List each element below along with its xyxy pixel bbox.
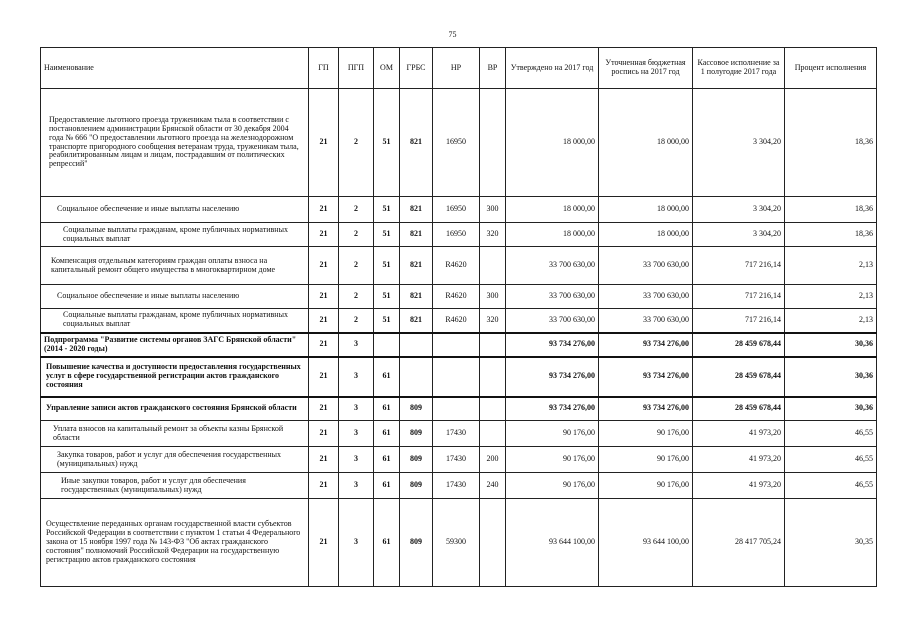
cell-gp: 21 bbox=[309, 333, 339, 357]
table-row bbox=[41, 247, 877, 285]
cell-nr: R4620 bbox=[433, 309, 480, 333]
cell-gp: 21 bbox=[309, 447, 339, 473]
cell-percent: 2,13 bbox=[785, 247, 877, 285]
cell-nr: 16950 bbox=[433, 89, 480, 197]
cell-approved: 90 176,00 bbox=[506, 421, 599, 447]
cell-nr bbox=[433, 397, 480, 421]
cell-percent: 30,36 bbox=[785, 357, 877, 397]
cell-grbs: 809 bbox=[400, 421, 433, 447]
cell-specified: 18 000,00 bbox=[599, 89, 693, 197]
cell-nr: 17430 bbox=[433, 447, 480, 473]
cell-vr: 320 bbox=[480, 223, 506, 247]
cell-specified: 93 734 276,00 bbox=[599, 333, 693, 357]
table-row bbox=[41, 223, 877, 247]
col-header-approved: Утверждено на 2017 год bbox=[506, 48, 599, 89]
cell-specified: 90 176,00 bbox=[599, 447, 693, 473]
cell-nr: 16950 bbox=[433, 197, 480, 223]
cell-cash: 28 459 678,44 bbox=[693, 333, 785, 357]
cell-grbs: 821 bbox=[400, 89, 433, 197]
cell-pgp: 2 bbox=[339, 223, 374, 247]
cell-pgp: 2 bbox=[339, 285, 374, 309]
header-row bbox=[41, 48, 877, 89]
cell-pgp: 2 bbox=[339, 247, 374, 285]
cell-specified: 90 176,00 bbox=[599, 421, 693, 447]
cell-pgp: 3 bbox=[339, 397, 374, 421]
cell-nr bbox=[433, 357, 480, 397]
cell-cash: 41 973,20 bbox=[693, 473, 785, 499]
cell-specified: 93 644 100,00 bbox=[599, 499, 693, 587]
cell-gp: 21 bbox=[309, 223, 339, 247]
cell-pgp: 3 bbox=[339, 357, 374, 397]
cell-approved: 18 000,00 bbox=[506, 89, 599, 197]
cell-grbs bbox=[400, 357, 433, 397]
cell-specified: 18 000,00 bbox=[599, 223, 693, 247]
row-name: Компенсация отдельным категориям граждан оплаты взноса на капитальный ремонт общего имущества в многоквартирном доме bbox=[41, 247, 309, 285]
cell-vr bbox=[480, 333, 506, 357]
cell-nr: 17430 bbox=[433, 473, 480, 499]
table-row-main-event bbox=[41, 357, 877, 397]
row-name: Предоставление льготного проезда труженикам тыла в соответствии с постановлением администрации Брянской области от 30 декабря 2004 года № 666 "О предоставлении льготного проезда на железнодорожном транспорте пригородного сообщения ветеранам труда, труженикам тыла, реабилитированным лицам и лицам, пострадавшим от политических репрессий" bbox=[41, 89, 309, 197]
cell-grbs: 809 bbox=[400, 499, 433, 587]
cell-gp: 21 bbox=[309, 309, 339, 333]
cell-approved: 93 734 276,00 bbox=[506, 357, 599, 397]
cell-nr: 17430 bbox=[433, 421, 480, 447]
cell-percent: 18,36 bbox=[785, 197, 877, 223]
cell-vr: 200 bbox=[480, 447, 506, 473]
cell-cash: 28 417 705,24 bbox=[693, 499, 785, 587]
row-name: Повышение качества и доступности предоставления государственных услуг в сфере государственной регистрации актов гражданского состояния bbox=[41, 357, 309, 397]
cell-vr: 300 bbox=[480, 285, 506, 309]
cell-approved: 33 700 630,00 bbox=[506, 247, 599, 285]
table-row bbox=[41, 89, 877, 197]
cell-percent: 2,13 bbox=[785, 285, 877, 309]
cell-pgp: 3 bbox=[339, 473, 374, 499]
cell-vr bbox=[480, 357, 506, 397]
table-row bbox=[41, 309, 877, 333]
table-row-subprogram bbox=[41, 333, 877, 357]
cell-nr bbox=[433, 333, 480, 357]
cell-approved: 90 176,00 bbox=[506, 473, 599, 499]
cell-percent: 46,55 bbox=[785, 473, 877, 499]
cell-vr: 320 bbox=[480, 309, 506, 333]
cell-pgp: 2 bbox=[339, 309, 374, 333]
cell-cash: 3 304,20 bbox=[693, 223, 785, 247]
cell-grbs: 809 bbox=[400, 473, 433, 499]
cell-cash: 28 459 678,44 bbox=[693, 397, 785, 421]
cell-pgp: 3 bbox=[339, 447, 374, 473]
table-row bbox=[41, 421, 877, 447]
cell-nr: 59300 bbox=[433, 499, 480, 587]
cell-vr bbox=[480, 397, 506, 421]
cell-vr: 240 bbox=[480, 473, 506, 499]
cell-approved: 93 644 100,00 bbox=[506, 499, 599, 587]
cell-cash: 717 216,14 bbox=[693, 247, 785, 285]
cell-specified: 33 700 630,00 bbox=[599, 247, 693, 285]
cell-pgp: 3 bbox=[339, 421, 374, 447]
cell-approved: 93 734 276,00 bbox=[506, 397, 599, 421]
cell-percent: 18,36 bbox=[785, 89, 877, 197]
cell-vr bbox=[480, 421, 506, 447]
cell-om: 51 bbox=[374, 309, 400, 333]
cell-gp: 21 bbox=[309, 473, 339, 499]
cell-om: 61 bbox=[374, 421, 400, 447]
cell-cash: 3 304,20 bbox=[693, 89, 785, 197]
cell-cash: 717 216,14 bbox=[693, 285, 785, 309]
col-header-vr: ВР bbox=[480, 48, 506, 89]
row-name: Социальные выплаты гражданам, кроме публичных нормативных социальных выплат bbox=[41, 309, 309, 333]
cell-approved: 18 000,00 bbox=[506, 223, 599, 247]
row-name: Социальные выплаты гражданам, кроме публичных нормативных социальных выплат bbox=[41, 223, 309, 247]
table-row bbox=[41, 447, 877, 473]
row-name: Социальное обеспечение и иные выплаты населению bbox=[41, 285, 309, 309]
cell-cash: 41 973,20 bbox=[693, 421, 785, 447]
cell-nr: R4620 bbox=[433, 247, 480, 285]
col-header-pgp: ПГП bbox=[339, 48, 374, 89]
col-header-cash: Кассовое исполнение за 1 полугодие 2017 года bbox=[693, 48, 785, 89]
cell-om: 51 bbox=[374, 223, 400, 247]
cell-vr: 300 bbox=[480, 197, 506, 223]
page-number: 75 bbox=[448, 30, 457, 39]
cell-specified: 33 700 630,00 bbox=[599, 285, 693, 309]
cell-gp: 21 bbox=[309, 285, 339, 309]
cell-om: 61 bbox=[374, 447, 400, 473]
cell-approved: 93 734 276,00 bbox=[506, 333, 599, 357]
cell-vr bbox=[480, 499, 506, 587]
cell-pgp: 3 bbox=[339, 499, 374, 587]
col-header-grbs: ГРБС bbox=[400, 48, 433, 89]
cell-gp: 21 bbox=[309, 421, 339, 447]
cell-om: 61 bbox=[374, 473, 400, 499]
col-header-percent: Процент исполнения bbox=[785, 48, 877, 89]
cell-grbs: 821 bbox=[400, 309, 433, 333]
cell-grbs: 821 bbox=[400, 197, 433, 223]
col-header-nr: НР bbox=[433, 48, 480, 89]
cell-nr: R4620 bbox=[433, 285, 480, 309]
cell-specified: 93 734 276,00 bbox=[599, 397, 693, 421]
cell-cash: 41 973,20 bbox=[693, 447, 785, 473]
cell-grbs: 821 bbox=[400, 247, 433, 285]
cell-pgp: 3 bbox=[339, 333, 374, 357]
cell-om: 51 bbox=[374, 197, 400, 223]
cell-om: 51 bbox=[374, 247, 400, 285]
cell-percent: 46,55 bbox=[785, 447, 877, 473]
cell-percent: 2,13 bbox=[785, 309, 877, 333]
row-name: Социальное обеспечение и иные выплаты населению bbox=[41, 197, 309, 223]
cell-specified: 18 000,00 bbox=[599, 197, 693, 223]
cell-gp: 21 bbox=[309, 197, 339, 223]
table-row bbox=[41, 499, 877, 587]
row-name: Уплата взносов на капитальный ремонт за объекты казны Брянской области bbox=[41, 421, 309, 447]
table-row bbox=[41, 473, 877, 499]
cell-grbs: 809 bbox=[400, 447, 433, 473]
cell-percent: 30,36 bbox=[785, 333, 877, 357]
cell-grbs: 809 bbox=[400, 397, 433, 421]
cell-cash: 717 216,14 bbox=[693, 309, 785, 333]
cell-om: 61 bbox=[374, 397, 400, 421]
col-header-specified: Уточненная бюджетная роспись на 2017 год bbox=[599, 48, 693, 89]
cell-percent: 30,35 bbox=[785, 499, 877, 587]
cell-om: 61 bbox=[374, 357, 400, 397]
cell-approved: 90 176,00 bbox=[506, 447, 599, 473]
table-row-department bbox=[41, 397, 877, 421]
row-name: Осуществление переданных органам государственной власти субъектов Российской Федерации в соответствии с пунктом 1 статьи 4 Федерального закона от 15 ноября 1997 года № 143-ФЗ "Об актах гражданского состояния" полномочий Российской Федерации на государственную регистрацию актов гражданского состояния bbox=[41, 499, 309, 587]
cell-gp: 21 bbox=[309, 397, 339, 421]
col-header-om: ОМ bbox=[374, 48, 400, 89]
cell-om: 51 bbox=[374, 285, 400, 309]
cell-gp: 21 bbox=[309, 499, 339, 587]
cell-gp: 21 bbox=[309, 247, 339, 285]
cell-grbs: 821 bbox=[400, 223, 433, 247]
row-name: Иные закупки товаров, работ и услуг для обеспечения государственных (муниципальных) нужд bbox=[41, 473, 309, 499]
cell-pgp: 2 bbox=[339, 197, 374, 223]
cell-om bbox=[374, 333, 400, 357]
cell-grbs bbox=[400, 333, 433, 357]
cell-percent: 30,36 bbox=[785, 397, 877, 421]
cell-approved: 33 700 630,00 bbox=[506, 309, 599, 333]
cell-percent: 18,36 bbox=[785, 223, 877, 247]
col-header-name: Наименование bbox=[41, 48, 309, 89]
table-row bbox=[41, 197, 877, 223]
cell-vr bbox=[480, 247, 506, 285]
cell-specified: 90 176,00 bbox=[599, 473, 693, 499]
cell-approved: 33 700 630,00 bbox=[506, 285, 599, 309]
cell-percent: 46,55 bbox=[785, 421, 877, 447]
cell-gp: 21 bbox=[309, 89, 339, 197]
cell-nr: 16950 bbox=[433, 223, 480, 247]
cell-cash: 28 459 678,44 bbox=[693, 357, 785, 397]
cell-approved: 18 000,00 bbox=[506, 197, 599, 223]
cell-om: 61 bbox=[374, 499, 400, 587]
col-header-gp: ГП bbox=[309, 48, 339, 89]
row-name: Подпрограмма "Развитие системы органов ЗАГС Брянской области" (2014 - 2020 годы) bbox=[41, 333, 309, 357]
row-name: Закупка товаров, работ и услуг для обеспечения государственных (муниципальных) нужд bbox=[41, 447, 309, 473]
cell-specified: 33 700 630,00 bbox=[599, 309, 693, 333]
cell-gp: 21 bbox=[309, 357, 339, 397]
cell-pgp: 2 bbox=[339, 89, 374, 197]
cell-specified: 93 734 276,00 bbox=[599, 357, 693, 397]
row-name: Управление записи актов гражданского состояния Брянской области bbox=[41, 397, 309, 421]
cell-vr bbox=[480, 89, 506, 197]
budget-execution-table bbox=[40, 47, 877, 587]
cell-cash: 3 304,20 bbox=[693, 197, 785, 223]
cell-grbs: 821 bbox=[400, 285, 433, 309]
table-row bbox=[41, 285, 877, 309]
cell-om: 51 bbox=[374, 89, 400, 197]
